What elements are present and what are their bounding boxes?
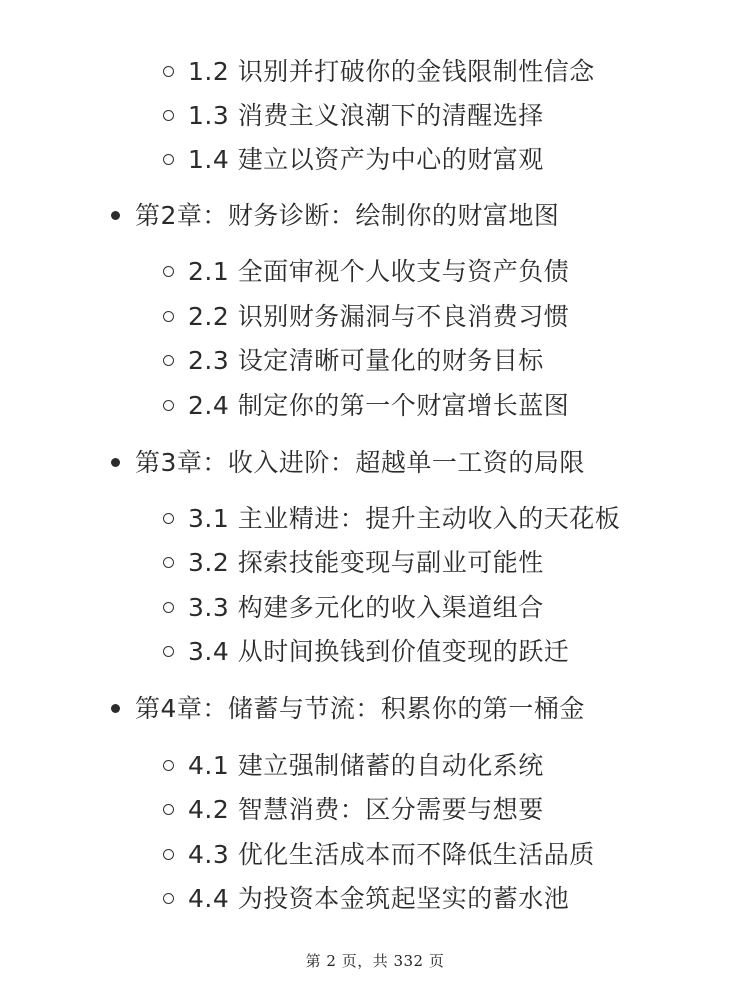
hollow-bullet-icon	[163, 849, 174, 860]
toc-section-label: 4.4 为投资本金筑起坚实的蓄水池	[188, 884, 570, 913]
hollow-bullet-icon	[163, 110, 174, 121]
solid-bullet-icon	[111, 211, 120, 220]
toc-section-2-4	[163, 384, 569, 428]
hollow-bullet-icon	[163, 400, 174, 411]
toc-section-4-3	[163, 833, 595, 877]
toc-section-label: 4.2 智慧消费：区分需要与想要	[188, 795, 544, 824]
toc-chapter-label: 第3章：收入进阶：超越单一工资的局限	[135, 448, 585, 477]
hollow-bullet-icon	[163, 893, 174, 904]
toc-section-label: 2.2 识别财务漏洞与不良消费习惯	[188, 302, 570, 331]
page-number-footer: 第 2 页，共 332 页	[305, 952, 445, 970]
toc-chapter-label: 第2章：财务诊断：绘制你的财富地图	[135, 201, 560, 230]
toc-section-label: 1.3 消费主义浪潮下的清醒选择	[188, 101, 544, 130]
toc-section-4-2	[163, 788, 544, 832]
solid-bullet-icon	[111, 458, 120, 467]
toc-chapter-4	[111, 687, 585, 731]
hollow-bullet-icon	[163, 602, 174, 613]
toc-section-label: 1.4 建立以资产为中心的财富观	[188, 145, 544, 174]
toc-section-label: 4.1 建立强制储蓄的自动化系统	[188, 751, 544, 780]
hollow-bullet-icon	[163, 355, 174, 366]
toc-section-1-3	[163, 94, 544, 138]
toc-section-label: 3.3 构建多元化的收入渠道组合	[188, 593, 544, 622]
toc-section-3-2	[163, 541, 544, 585]
hollow-bullet-icon	[163, 557, 174, 568]
toc-section-3-4	[163, 630, 569, 674]
toc-section-4-4	[163, 877, 569, 921]
hollow-bullet-icon	[163, 311, 174, 322]
toc-section-2-3	[163, 339, 544, 383]
hollow-bullet-icon	[163, 646, 174, 657]
toc-section-3-1	[163, 497, 620, 541]
toc-section-2-2	[163, 295, 569, 339]
toc-section-label: 2.4 制定你的第一个财富增长蓝图	[188, 391, 570, 420]
toc-section-label: 3.4 从时间换钱到价值变现的跃迁	[188, 637, 570, 666]
toc-chapter-3	[111, 441, 585, 485]
toc-section-3-3	[163, 586, 544, 630]
toc-section-label: 1.2 识别并打破你的金钱限制性信念	[188, 57, 595, 86]
toc-section-label: 4.3 优化生活成本而不降低生活品质	[188, 840, 595, 869]
solid-bullet-icon	[111, 704, 120, 713]
toc-section-1-4	[163, 138, 544, 182]
hollow-bullet-icon	[163, 513, 174, 524]
hollow-bullet-icon	[163, 66, 174, 77]
toc-section-4-1	[163, 744, 544, 788]
toc-section-2-1	[163, 250, 569, 294]
hollow-bullet-icon	[163, 760, 174, 771]
toc-section-label: 3.2 探索技能变现与副业可能性	[188, 548, 544, 577]
hollow-bullet-icon	[163, 804, 174, 815]
hollow-bullet-icon	[163, 154, 174, 165]
toc-section-label: 2.3 设定清晰可量化的财务目标	[188, 346, 544, 375]
toc-section-label: 3.1 主业精进：提升主动收入的天花板	[188, 504, 621, 533]
hollow-bullet-icon	[163, 266, 174, 277]
toc-chapter-label: 第4章：储蓄与节流：积累你的第一桶金	[135, 694, 585, 723]
toc-section-1-2	[163, 50, 595, 94]
toc-section-label: 2.1 全面审视个人收支与资产负债	[188, 257, 570, 286]
toc-chapter-2	[111, 194, 559, 238]
